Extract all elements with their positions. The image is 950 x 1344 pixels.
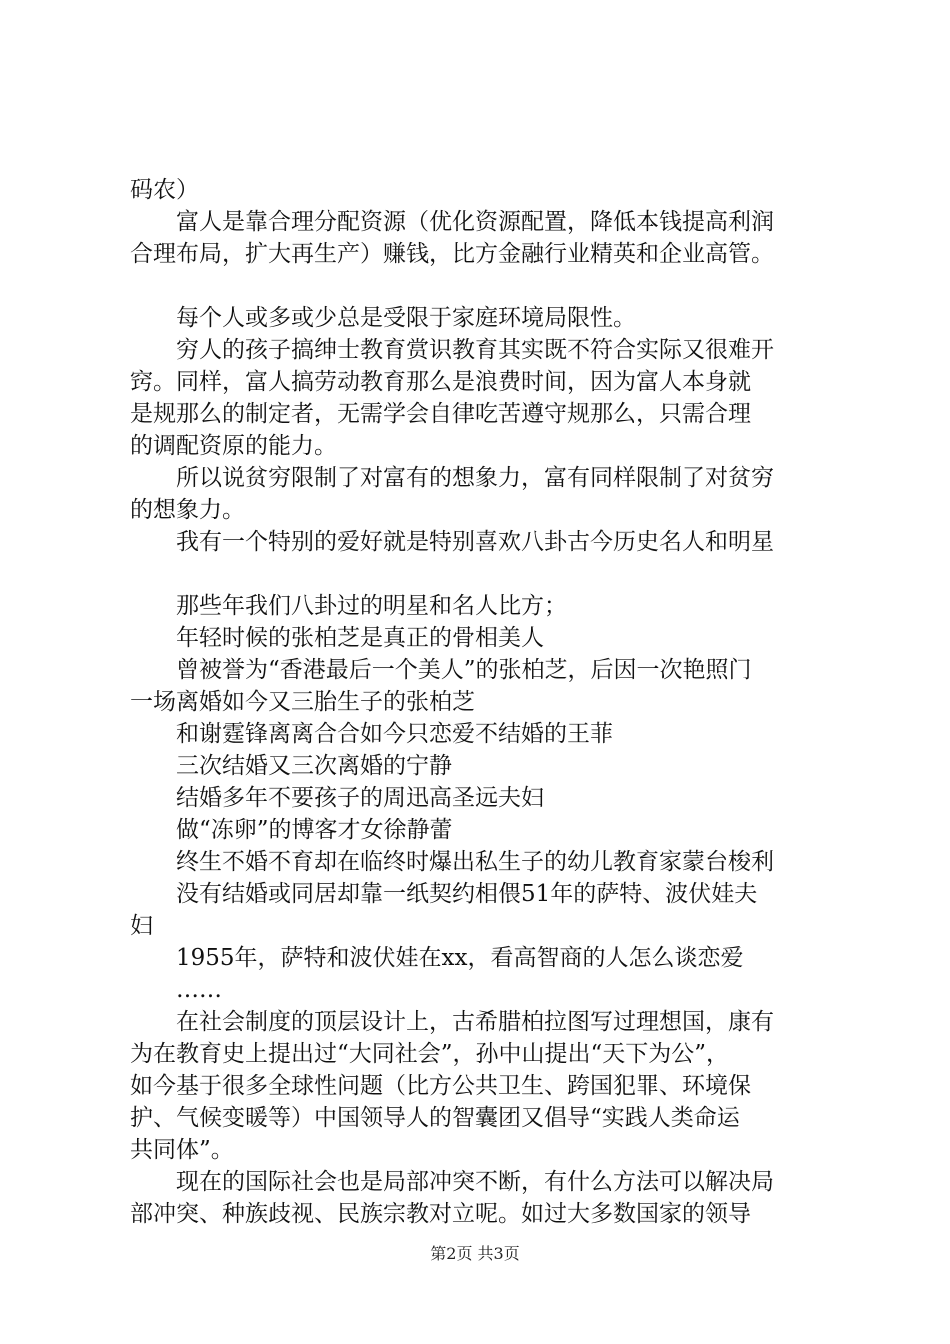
text-line: 一场离婚如今又三胎生子的张柏芝 (130, 689, 475, 715)
text-line: 穷人的孩子搞绅士教育赏识教育其实既不符合实际又很难开 (176, 337, 774, 363)
text-line: 没有结婚或同居却靠一纸契约相偎51年的萨特、波伏娃夫 (176, 881, 758, 907)
text-line: 富人是靠合理分配资源（优化资源配置，降低本钱提高利润 (176, 209, 774, 235)
text-line: 和谢霆锋离离合合如今只恋爱不结婚的王菲 (176, 721, 613, 747)
blank-line (130, 558, 830, 590)
text-line: 是规那么的制定者，无需学会自律吃苦遵守规那么，只需合理 (130, 401, 751, 427)
text-line: 1955年，萨特和波伏娃在xx，看高智商的人怎么谈恋爱 (176, 945, 744, 971)
text-line: 结婚多年不要孩子的周迅高圣远夫妇 (176, 785, 544, 811)
text-line: 曾被誉为“香港最后一个美人”的张柏芝，后因一次艳照门 (176, 657, 752, 683)
page-footer: 第2页 共3页 (430, 1244, 520, 1263)
text-line: 三次结婚又三次离婚的宁静 (176, 753, 452, 779)
text-line: 码农） (130, 177, 199, 203)
text-line: 在社会制度的顶层设计上，古希腊柏拉图写过理想国，康有 (176, 1009, 774, 1035)
text-line: 共同体”。 (130, 1137, 234, 1163)
text-line: 年轻时候的张柏芝是真正的骨相美人 (176, 625, 544, 651)
text-line: 的想象力。 (130, 497, 245, 523)
text-line: 为在教育史上提出过“大同社会”，孙中山提出“天下为公”， (130, 1041, 730, 1067)
text-line: 我有一个特别的爱好就是特别喜欢八卦古今历史名人和明星 (176, 529, 774, 555)
text-line: 窍。同样，富人搞劳动教育那么是浪费时间，因为富人本身就 (130, 369, 751, 395)
document-body (130, 174, 830, 1230)
text-line: 如今基于很多全球性问题（比方公共卫生、跨国犯罪、环境保 (130, 1073, 751, 1099)
text-line: 现在的国际社会也是局部冲突不断，有什么方法可以解决局 (176, 1169, 774, 1195)
text-line: 的调配资原的能力。 (130, 433, 337, 459)
text-line: 每个人或多或少总是受限于家庭环境局限性。 (176, 305, 636, 331)
text-line: 所以说贫穷限制了对富有的想象力，富有同样限制了对贫穷 (176, 465, 774, 491)
text-line: 合理布局，扩大再生产）赚钱，比方金融行业精英和企业高管。 (130, 241, 774, 267)
text-line: 那些年我们八卦过的明星和名人比方； (176, 593, 567, 619)
text-line: …… (176, 977, 222, 1003)
text-line: 做“冻卵”的博客才女徐静蕾 (176, 817, 453, 843)
text-line: 部冲突、种族歧视、民族宗教对立呢。如过大多数国家的领导 (130, 1201, 751, 1227)
text-line: 终生不婚不育却在临终时爆出私生子的幼儿教育家蒙台梭利 (176, 849, 774, 875)
text-line: 妇 (130, 913, 153, 939)
text-line: 护、气候变暖等）中国领导人的智囊团又倡导“实践人类命运 (130, 1105, 740, 1131)
blank-line (130, 270, 830, 302)
